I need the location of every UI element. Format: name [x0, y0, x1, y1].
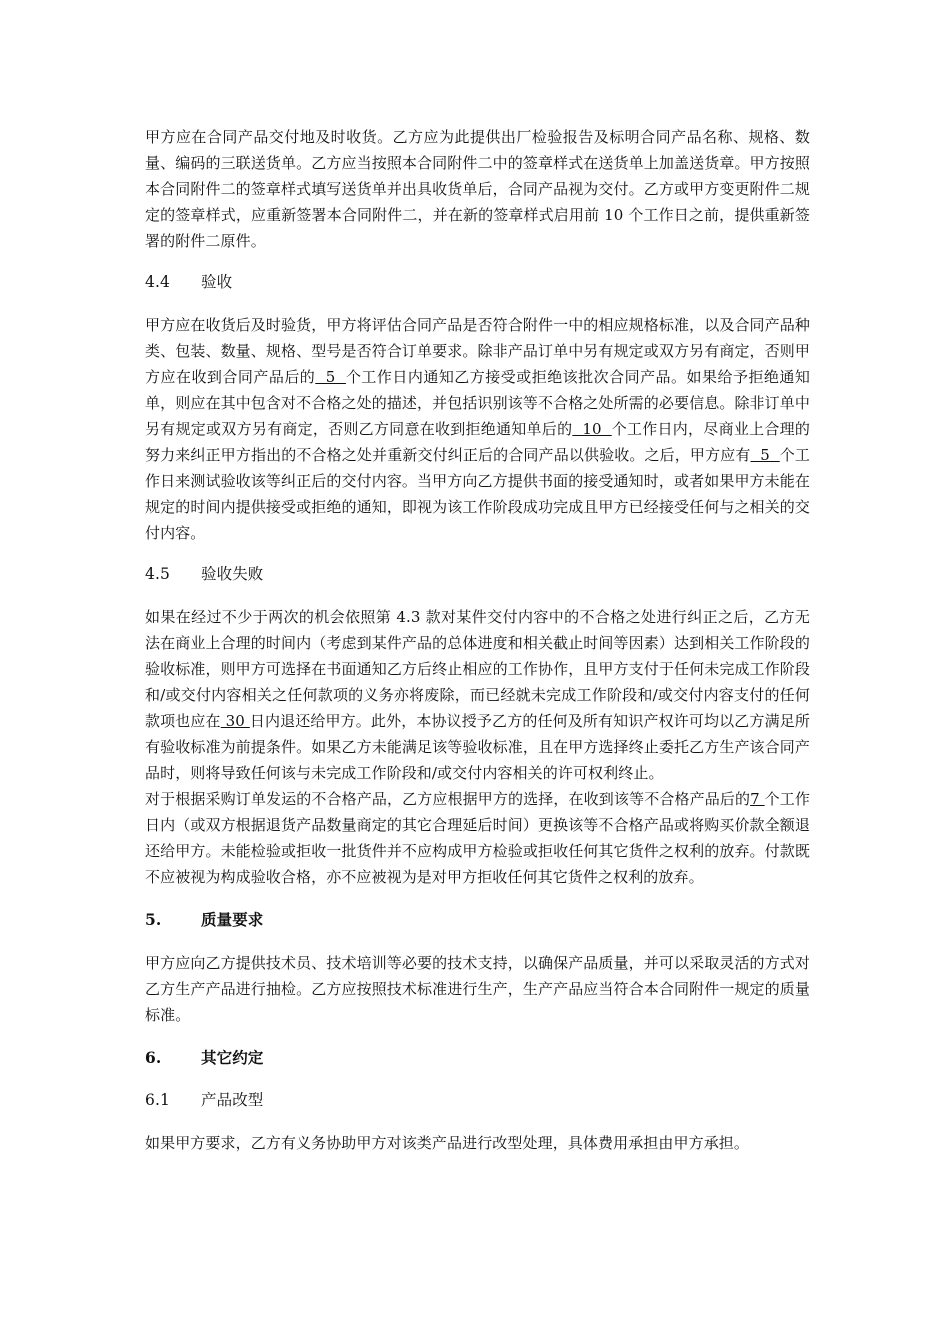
paragraph-nonconforming: [145, 786, 810, 890]
text-run: 如果在经过不少于两次的机会依照第 4.3 款对某件交付内容中的不合格之处进行纠正之后，乙方无法在商业上合理的时间内（考虑到某件产品的总体进度和相关截止时间等因素）达到相关工作阶段的验收标准，则甲方可选择在书面通知乙方后终止相应的工作协作，且甲方支付于任何未完成工作阶段和/或交付内容相关之任何款项的义务亦将废除，而已经就未完成工作阶段和/或交付内容支付的任何款项也应在: [145, 608, 810, 730]
subheading-title: 验收: [201, 273, 233, 291]
text-run: 个工作日内，尽商业上合理的努力来纠正甲方指出的不合格之处并重新交付纠正后的合同产品以供验收。之后，甲方应有: [145, 420, 810, 464]
subheading-number: 6.1: [145, 1091, 170, 1109]
section-title: 其它约定: [201, 1048, 264, 1067]
text-run: 日内退还给甲方。此外，本协议授予乙方的任何及所有知识产权许可均以乙方满足所有验收标准为前提条件。如果乙方未能满足该等验收标准，且在甲方选择终止委托乙方生产该合同产品时，则将导致任何该与未完成工作阶段和/或交付内容相关的许可权利终止。: [145, 712, 810, 782]
subheading-number: 4.4: [145, 273, 170, 291]
text-run: 个工作日内通知乙方接受或拒绝该批次合同产品。如果给予拒绝通知单，则应在其中包含对不合格之处的描述，并包括识别该等不合格之处所需的必要信息。除非订单中另有规定或双方另有商定，否则乙方同意在收到拒绝通知单后的: [145, 368, 810, 438]
subheading-6-1: [145, 1088, 810, 1112]
paragraph-acceptance-failure: [145, 604, 810, 786]
section-number: 6.: [145, 1048, 162, 1067]
paragraph-acceptance: [145, 312, 810, 546]
paragraph-delivery: 甲方应在合同产品交付地及时收货。乙方应为此提供出厂检验报告及标明合同产品名称、规格、数量、编码的三联送货单。乙方应当按照本合同附件二中的签章样式在送货单上加盖送货章。甲方按照本合同附件二的签章样式填写送货单并出具收货单后，合同产品视为交付。乙方或甲方变更附件二规定的签章样式，应重新签署本合同附件二，并在新的签章样式启用前 10 个工作日之前，提供重新签署的附件二原件。: [145, 128, 810, 250]
text-run: 个工作日内（或双方根据退货产品数量商定的其它合理延后时间）更换该等不合格产品或将购买价款全额退还给甲方。未能检验或拒收一批货件并不应构成甲方检验或拒收任何其它货件之权利的放弃。付款既不应被视为构成验收合格，亦不应被视为是对甲方拒收任何其它货件之权利的放弃。: [145, 790, 810, 886]
section-heading-6: [145, 1046, 810, 1070]
text-run: 甲方应在收货后及时验货，甲方将评估合同产品是否符合附件一中的相应规格标准，以及合同产品种类、包装、数量、规格、型号是否符合订单要求。除非产品订单中另有规定或双方另有商定，否则甲方应在收到合同产品后的: [145, 316, 810, 386]
underlined-value: 5: [315, 368, 346, 386]
subheading-4-5: [145, 562, 810, 586]
subheading-4-4: [145, 270, 810, 294]
subheading-number: 4.5: [145, 565, 170, 583]
paragraph-modification: 如果甲方要求，乙方有义务协助甲方对该类产品进行改型处理，具体费用承担由甲方承担。: [145, 1134, 750, 1152]
underlined-value: 7: [750, 790, 765, 808]
text-run: 个工作日来测试验收该等纠正后的交付内容。当甲方向乙方提供书面的接受通知时，或者如果甲方未能在规定的时间内提供接受或拒绝的通知，即视为该工作阶段成功完成且甲方已经接受任何与之相关的交付内容。: [145, 446, 810, 542]
paragraph-quality: 甲方应向乙方提供技术员、技术培训等必要的技术支持，以确保产品质量，并可以采取灵活的方式对乙方生产产品进行抽检。乙方应按照技术标准进行生产，生产产品应当符合本合同附件一规定的质量标准。: [145, 954, 810, 1024]
section-title: 质量要求: [201, 910, 264, 929]
underlined-value: 30: [220, 712, 250, 730]
underlined-value: 5: [750, 446, 780, 464]
subheading-title: 产品改型: [201, 1091, 264, 1109]
document-body: [145, 124, 810, 1156]
subheading-title: 验收失败: [201, 565, 264, 583]
underlined-value: 10: [572, 420, 612, 438]
section-heading-5: [145, 908, 810, 932]
section-number: 5.: [145, 910, 162, 929]
text-run: 对于根据采购订单发运的不合格产品，乙方应根据甲方的选择，在收到该等不合格产品后的: [145, 790, 751, 808]
